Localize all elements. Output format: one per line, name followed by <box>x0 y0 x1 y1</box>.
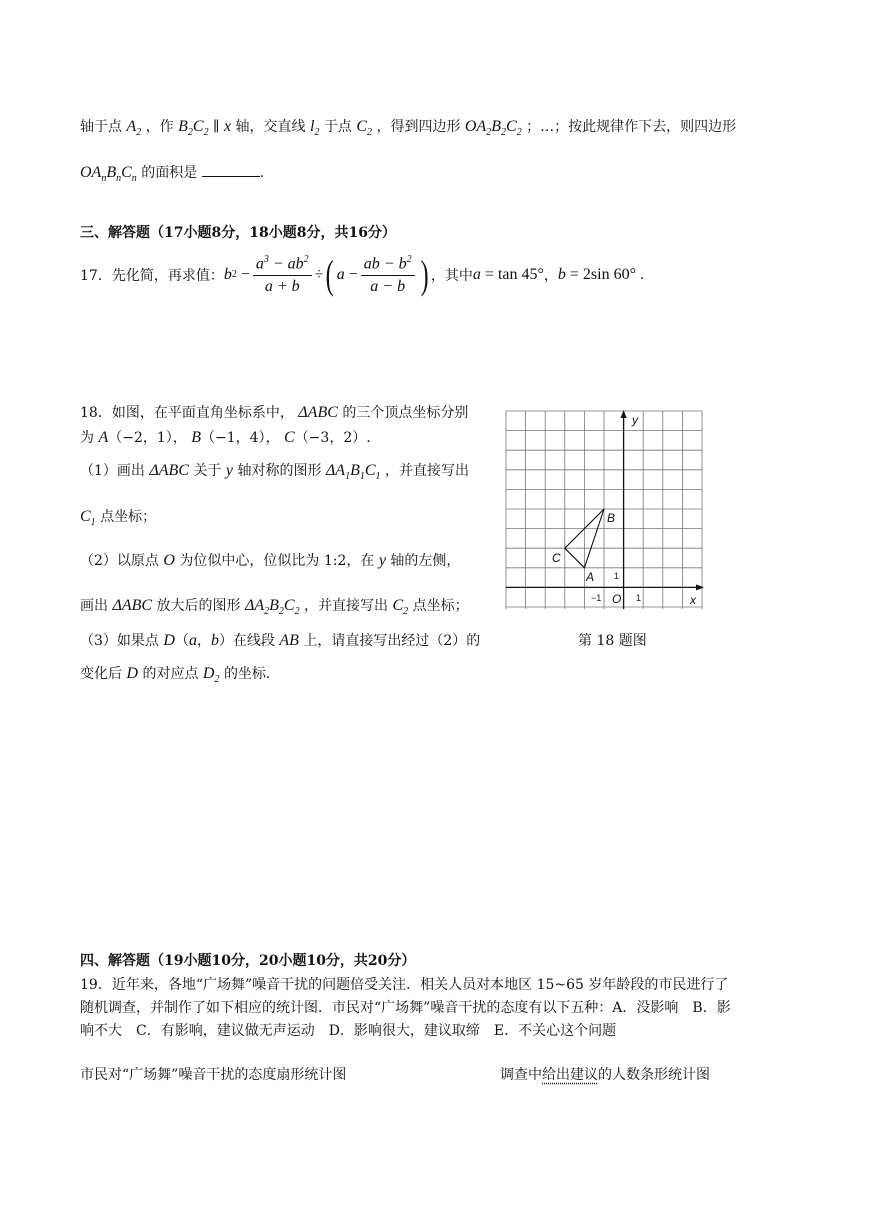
section-3-heading: 三、解答题（17小题8分，18小题8分，共16分） <box>80 225 396 241</box>
coordinate-grid-figure <box>505 410 705 610</box>
math-OA2B2C2: $OA_2B_2C_2$ <box>464 118 522 139</box>
x-tick-label: 1 <box>636 593 642 603</box>
text: 18．如图，在平面直角坐标系中， <box>80 405 294 421</box>
origin-label: O <box>612 592 622 606</box>
text: 关于 <box>193 463 222 479</box>
y-axis-label: y <box>632 413 638 427</box>
math-triangle-ABC: ΔABC <box>149 462 189 479</box>
q18-line7 <box>80 630 480 650</box>
math-b: b <box>210 632 219 649</box>
point-c-label: C <box>552 551 561 565</box>
text: （1）画出 <box>80 463 145 479</box>
math-C1: $C_1$ <box>80 508 96 529</box>
math-C2: $C_2$ <box>356 118 373 139</box>
math-C: C <box>284 429 295 446</box>
math-triangle-A1B1C1: $\Delta A_1B_1C_1$ <box>325 462 381 483</box>
text: 画出 <box>80 598 108 614</box>
text: ，并直接写出 <box>384 463 469 479</box>
text: 1:2 <box>323 553 347 569</box>
text: 轴对称的图形 <box>237 463 322 479</box>
text: 的面积是 <box>141 165 198 181</box>
text: 点坐标； <box>100 509 157 525</box>
math-D: D <box>163 632 175 649</box>
text: （−3，2）. <box>294 430 371 446</box>
q18-line8 <box>80 663 270 685</box>
q17-prefix: 17．先化简，再求值： <box>80 268 224 284</box>
text: （−2，1）， <box>108 430 187 446</box>
text: （ <box>174 633 189 649</box>
text: ， <box>543 268 558 284</box>
text: （3）如果点 <box>80 633 159 649</box>
math-triangle-A2B2C2: $\Delta A_2B_2C_2$ <box>244 597 300 618</box>
q18-line2 <box>80 427 371 447</box>
q19-line3: 响不大 C．有影响，建议做无声运动 D．影响很大，建议取缔 E．不关心这个问题 <box>80 1023 617 1039</box>
q17 <box>80 250 644 300</box>
text: 的对应点 <box>142 666 199 682</box>
x-tick-neg-label: −1 <box>591 593 602 603</box>
point-b-label: B <box>607 511 616 525</box>
math-x: x <box>223 118 232 135</box>
math-triangle-ABC: ΔABC <box>112 597 153 614</box>
section-4-heading: 四、解答题（19小题10分，20小题10分，共20分） <box>80 953 416 969</box>
p16-line1 <box>80 116 736 138</box>
text: 放大后的图形 <box>156 598 241 614</box>
text: 于点 <box>323 119 352 135</box>
math-A: A <box>98 429 109 446</box>
text: 的坐标. <box>223 666 271 682</box>
math-l2: $l_2$ <box>309 118 320 139</box>
bar-chart-caption <box>500 1064 710 1084</box>
math-AB: AB <box>279 632 299 649</box>
emphasized-text: 给出建议 <box>542 1067 598 1083</box>
text: 点坐标； <box>412 598 469 614</box>
math-A2: $A_2$ <box>126 118 142 139</box>
y-tick-label: 1 <box>614 571 620 581</box>
text: ，其中 <box>430 268 473 284</box>
answer-blank[interactable] <box>202 164 260 177</box>
text: 的三个顶点坐标分别 <box>342 405 469 421</box>
text: ，并直接写出 <box>304 598 389 614</box>
math-B2C2: $B_2C_2$ <box>178 118 209 139</box>
text: 变化后 <box>80 666 122 682</box>
text: ，在 <box>346 553 375 569</box>
math-y: y <box>225 462 233 479</box>
math-OAnBnCn: $OA_nB_nC_n$ <box>80 164 137 185</box>
math-D: D <box>126 665 139 682</box>
point-a-label: A <box>586 570 595 584</box>
text: ）在线段 <box>218 633 275 649</box>
text: 轴于点 <box>80 119 122 135</box>
text: ， <box>196 633 211 649</box>
coordinate-grid <box>505 410 705 610</box>
text: . <box>259 165 265 181</box>
text: 上，请直接写出经过（2）的 <box>303 633 481 649</box>
text: （2）以原点 <box>80 553 159 569</box>
math-triangle-ABC: ΔABC <box>298 404 338 421</box>
q19-line2: 随机调查，并制作了如下相应的统计图．市民对“广场舞”噪音干扰的态度有以下五种：A．没影响 B．影 <box>80 1000 731 1016</box>
text: ；…；按此规律作下去，则四边形 <box>526 119 737 135</box>
text: ∥ <box>213 119 220 135</box>
text: （−1，4）， <box>201 430 280 446</box>
math-C2: $C_2$ <box>392 597 409 618</box>
q18-line5 <box>80 550 460 570</box>
math-D2: $D_2$ <box>202 665 220 686</box>
pie-chart-caption: 市民对“广场舞”噪音干扰的态度扇形统计图 <box>80 1067 347 1083</box>
x-axis-arrow <box>696 584 704 590</box>
math-B: B <box>191 429 202 446</box>
q18-line1 <box>80 402 468 422</box>
text: 调查中 <box>500 1067 542 1083</box>
q17-a-value: a = tan 45° <box>472 266 544 283</box>
text: ，得到四边形 <box>376 119 461 135</box>
q17-expression: b 2 − $\frac{a^3 - ab^2}{a + b}$ ÷ ( a − $\frac{ab - b^2}{a - b}$ ) <box>223 251 429 297</box>
p16-line2 <box>80 162 264 184</box>
math-a: a <box>188 632 197 649</box>
math-y: y <box>378 552 386 569</box>
text: 的人数条形统计图 <box>598 1067 710 1083</box>
q18-line3 <box>80 460 469 482</box>
x-axis-label: x <box>690 593 696 607</box>
text: ，作 <box>145 119 174 135</box>
text: 为位似中心，位似比为 <box>179 553 320 569</box>
math-O: O <box>163 552 175 569</box>
text: 轴的左侧， <box>390 553 461 569</box>
text: 轴，交直线 <box>235 119 306 135</box>
q18-line4 <box>80 506 156 528</box>
figure-18-caption: 第 18 题图 <box>578 633 647 649</box>
q17-b-value: b = 2sin 60° . <box>557 266 644 283</box>
text: 为 <box>80 430 94 446</box>
q18-line6 <box>80 595 469 617</box>
q19-line1: 19．近年来，各地“广场舞”噪音干扰的问题倍受关注．相关人员对本地区 15~65 岁年龄段的市民进行了 <box>80 977 729 993</box>
